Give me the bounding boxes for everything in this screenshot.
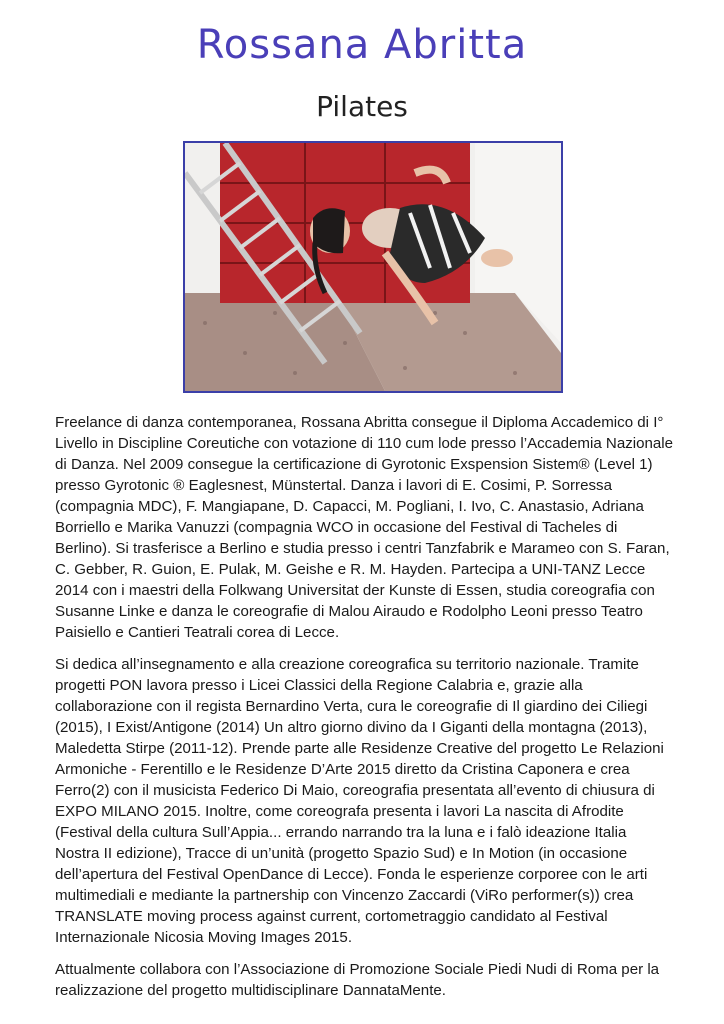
page-title: Rossana Abritta xyxy=(196,22,528,68)
paragraph-3: Attualmente collabora con l’Associazione di Promozione Sociale Piedi Nudi di Roma per la realizzazione del progetto multidisciplinare DannataMente. xyxy=(55,961,660,999)
paragraph-1: Freelance di danza contemporanea, Rossana Abritta consegue il Diploma Accademico di I° Livello in Discipline Coreutiche con votazione di 110 cum lode presso l’Accademia Nazionale di Danza. Nel 2009 consegue la certificazione di Gyrotonic Exspension Sistem® (Level 1) presso Gyrotonic ® Eaglesnest, Münstertal. Danza i lavori di E. Cosimi, P. Sorressa (compagnia MDC), F. Mangiapane, D. Capacci, M. Pogliani, I. Ivo, C. Anastasio, Adriana Borriello e Marika Vanuzzi (compagnia WCO in occasione del Festival di Tacheles di Berlino). Si trasferisce a Berlino e studia presso i centri Tanzfabrik e Marameo con S. Faran, C. Gebber, R. Guion, E. Pulak, M. Geishe e R. M. Hayden. Partecipa a UNI-TANZ Lecce 2014 con i maestri della Folkwang Universitat der Kunste di Essen, studia coreografia con Susanne Linke e danza le coreografie di Malou Airaudo e Rodolpho Leoni presso Teatro Paisiello e Cantieri Teatrali corea di Lecce. xyxy=(55,414,674,641)
biography-text xyxy=(55,412,675,1012)
paragraph-2: Si dedica all’insegnamento e alla creazione coreografica su territorio nazionale. Tramite progetti PON lavora presso i Licei Classici della Regione Calabria e, grazie alla collaborazione con il regista Bernardino Verta, cura le coreografie di Il giardino dei Ciliegi (2015), I Exist/Antigone (2014) Un altro giorno divino da I Giganti della montagna (2013), Maledetta Stirpe (2011-12). Prende parte alle Residenze Creative del progetto Le Relazioni Armoniche - Ferentillo e le Residenze D’Arte 2015 diretto da Cristina Caponera e crea Ferro(2) con il musicista Federico Di Maio, coreografia presentata all’evento di chiusura di EXPO MILANO 2015. Inoltre, come coreografa presenta i lavori La nascita di Afrodite (Festival della cultura Sull’Appia... errando narrando tra la luna e i falò ideazione Italia Nostra II edizione), Tracce di un’unità (progetto Spazio Sud) e In Motion (in occasione dell’apertura del Festival OpenDance di Lecce). Fonda le esperienze corporee con le arti multimediali e mediante la partnership con Vincenzo Zaccardi (ViRo performer(s)) crea TRANSLATE moving process against current, cortometraggio candidato al Festival Internazionale Nicosia Moving Images 2015. xyxy=(55,656,664,946)
dancer-photo xyxy=(183,141,563,393)
page-subtitle: Pilates xyxy=(316,90,408,123)
